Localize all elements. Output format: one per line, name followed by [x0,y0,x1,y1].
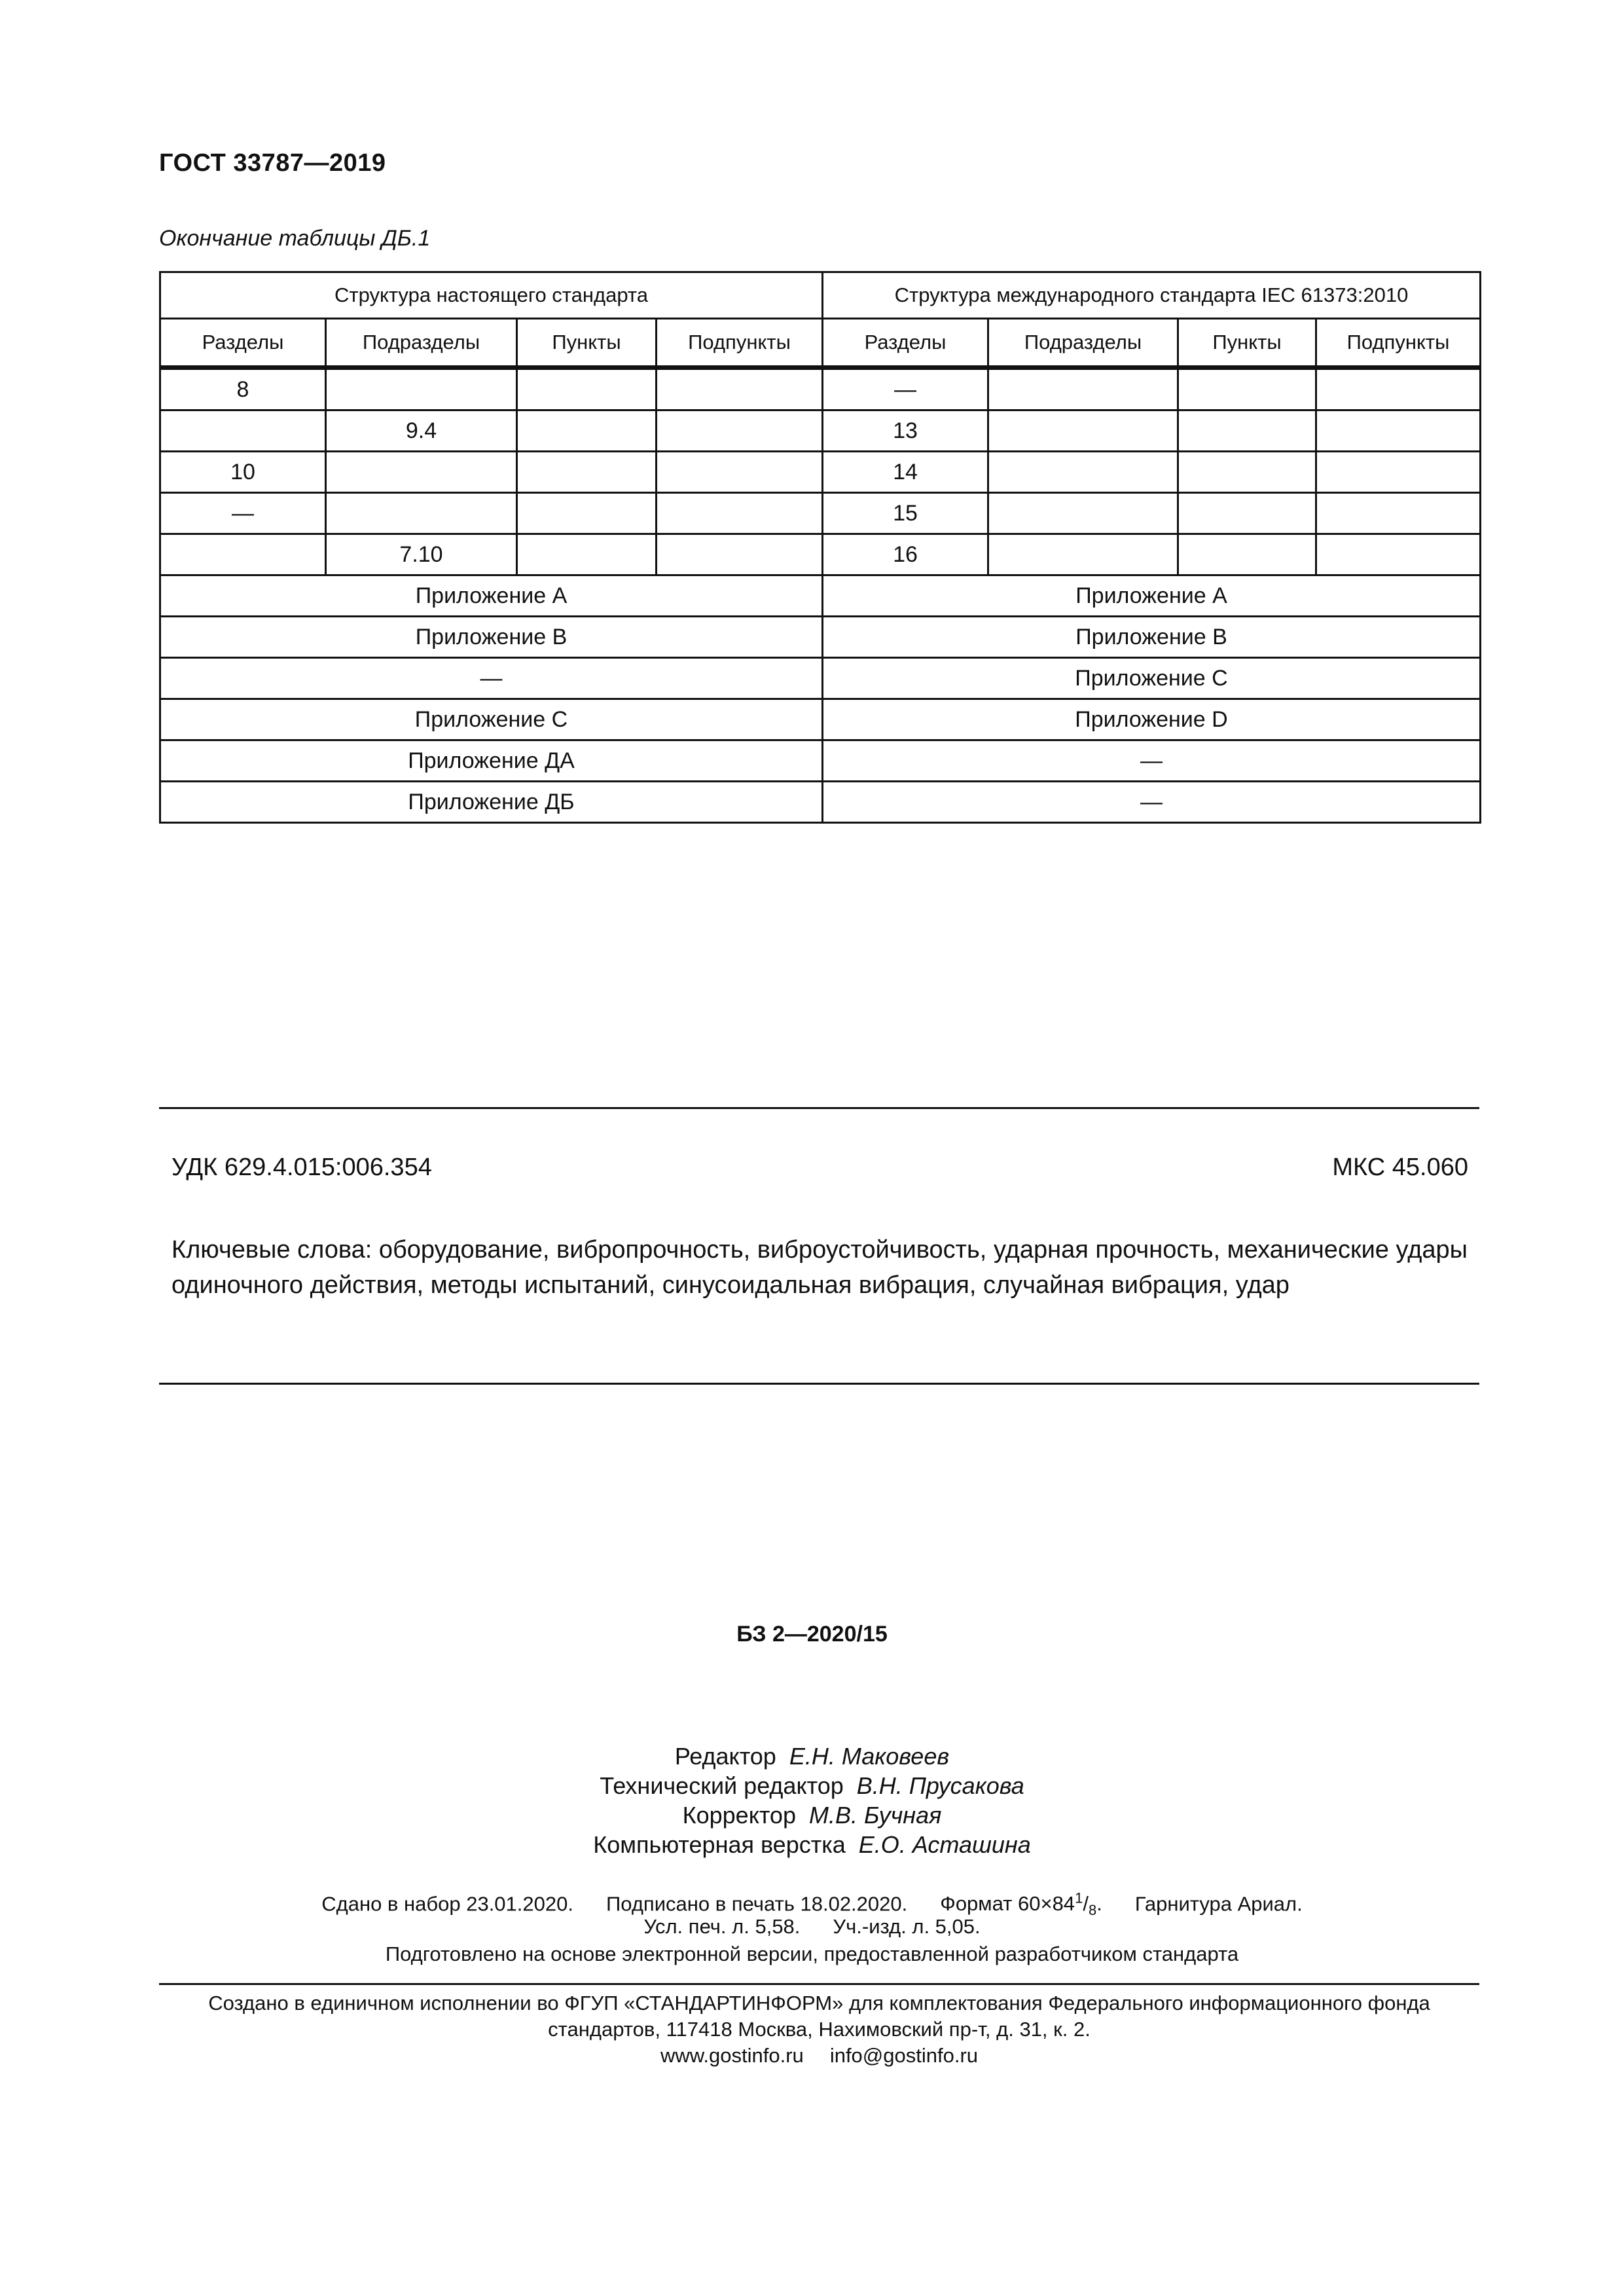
imprint-format: Формат $60\times 84^1/_8$. [940,1890,1102,1919]
column-header: Подпункты [657,319,823,368]
annex-cell: Приложение ДБ [160,782,823,823]
email-link[interactable]: info@gostinfo.ru [829,2044,979,2067]
table-cell [160,410,326,452]
annex-row [160,575,1481,617]
annex-row [160,782,1481,823]
table-row [160,534,1481,575]
table-cell: — [160,493,326,534]
table-cell: 9.4 [326,410,517,452]
column-header: Подразделы [326,319,517,368]
column-header: Пункты [1178,319,1316,368]
table-row [160,493,1481,534]
credit-role: Корректор [682,1802,796,1829]
table-cell [988,534,1178,575]
table-cell [1316,368,1481,410]
table-cell [517,534,657,575]
table-cell: 15 [823,493,988,534]
annex-cell: — [160,658,823,699]
credit-name: М.В. Бучная [809,1802,942,1829]
table-cell [1316,410,1481,452]
table-cell [517,493,657,534]
group-header-this-standard: Структура настоящего стандарта [160,272,823,319]
annex-cell: — [823,782,1481,823]
credit-role: Технический редактор [600,1772,844,1799]
annex-cell: Приложение B [823,617,1481,658]
table-cell [1178,452,1316,493]
table-cell: 7.10 [326,534,517,575]
mks-code: МКС 45.060 [1332,1154,1468,1181]
table-cell [1316,452,1481,493]
table-cell [988,452,1178,493]
table-cell: — [823,368,988,410]
table-cell [657,410,823,452]
group-header-iec-standard: Структура международного стандарта IEC 61373:2010 [823,272,1481,319]
table-cell [657,452,823,493]
website-link[interactable]: www.gostinfo.ru [660,2044,804,2067]
annex-cell: Приложение ДА [160,740,823,782]
annex-cell: Приложение A [160,575,823,617]
imprint-line-2 [0,1914,1624,1940]
table-cell: 13 [823,410,988,452]
table-cell: 10 [160,452,326,493]
credit-line [0,1830,1624,1859]
footer-line-1: Создано в единичном исполнении во ФГУП «СТАНДАРТИНФОРМ» для комплектования Федерального информационного фонда [208,1992,1430,2014]
table-column-header-row [160,319,1481,368]
table-cell: 8 [160,368,326,410]
imprint-prepared: Подготовлено на основе электронной версии, предоставленной разработчиком стандарта [385,1942,1239,1965]
correspondence-table [159,271,1481,824]
footer-contacts [159,2043,1479,2069]
table-cell [326,452,517,493]
imprint-pub-sheets: Уч.-изд. л. 5,05. [833,1915,981,1938]
credit-name: Е.О. Асташина [858,1831,1031,1858]
table-cell [326,493,517,534]
table-cell [1178,493,1316,534]
credit-line [0,1800,1624,1830]
table-cell [988,410,1178,452]
credit-name: В.Н. Прусакова [856,1772,1024,1799]
table-cell [326,368,517,410]
imprint-font: Гарнитура Ариал. [1134,1892,1303,1916]
table-cell [1316,493,1481,534]
table-cell [160,534,326,575]
credit-line [0,1741,1624,1771]
table-cell [1178,410,1316,452]
table-row [160,368,1481,410]
bz-number: БЗ 2—2020/15 [736,1622,888,1647]
footer-line-2: стандартов, 117418 Москва, Нахимовский пр-т, д. 31, к. 2. [548,2018,1091,2041]
annex-row [160,617,1481,658]
table-cell [1178,368,1316,410]
table-cell [657,493,823,534]
table-cell [517,368,657,410]
table-group-header-row [160,272,1481,319]
table-cell: 14 [823,452,988,493]
column-header: Подразделы [988,319,1178,368]
annex-cell: Приложение B [160,617,823,658]
document-code: ГОСТ 33787—2019 [159,149,386,177]
annex-row [160,740,1481,782]
annex-cell: Приложение C [823,658,1481,699]
table-cell: 16 [823,534,988,575]
credit-role: Компьютерная верстка [593,1831,846,1858]
divider-bottom [159,1383,1479,1385]
annex-row [160,699,1481,740]
table-cell [657,368,823,410]
table-cell [517,452,657,493]
keywords: Ключевые слова: оборудование, вибропрочность, виброустойчивость, ударная прочность, механические удары одиночного действия, методы испытаний, синусоидальная вибрация, случайная вибрация, удар [171,1236,1468,1299]
imprint-signed: Подписано в печать 18.02.2020. [605,1892,908,1916]
table-cell [1316,534,1481,575]
credit-line [0,1771,1624,1800]
table-cell [1178,534,1316,575]
imprint-print-sheets: Усл. печ. л. 5,58. [643,1915,801,1938]
annex-cell: — [823,740,1481,782]
footer-divider [159,1983,1479,1985]
table-row [160,452,1481,493]
column-header: Пункты [517,319,657,368]
column-header: Разделы [823,319,988,368]
udk-code: УДК 629.4.015:006.354 [171,1154,432,1181]
divider-top [159,1107,1479,1109]
annex-cell: Приложение D [823,699,1481,740]
table-cell [988,368,1178,410]
credit-name: Е.Н. Маковеев [789,1743,950,1770]
table-cell [657,534,823,575]
imprint-sent: Сдано в набор 23.01.2020. [321,1892,573,1916]
annex-cell: Приложение C [160,699,823,740]
column-header: Подпункты [1316,319,1481,368]
table-cell [988,493,1178,534]
annex-row [160,658,1481,699]
table-cell [517,410,657,452]
table-caption: Окончание таблицы ДБ.1 [159,226,431,251]
annex-cell: Приложение A [823,575,1481,617]
credit-role: Редактор [674,1743,776,1770]
table-row [160,410,1481,452]
column-header: Разделы [160,319,326,368]
